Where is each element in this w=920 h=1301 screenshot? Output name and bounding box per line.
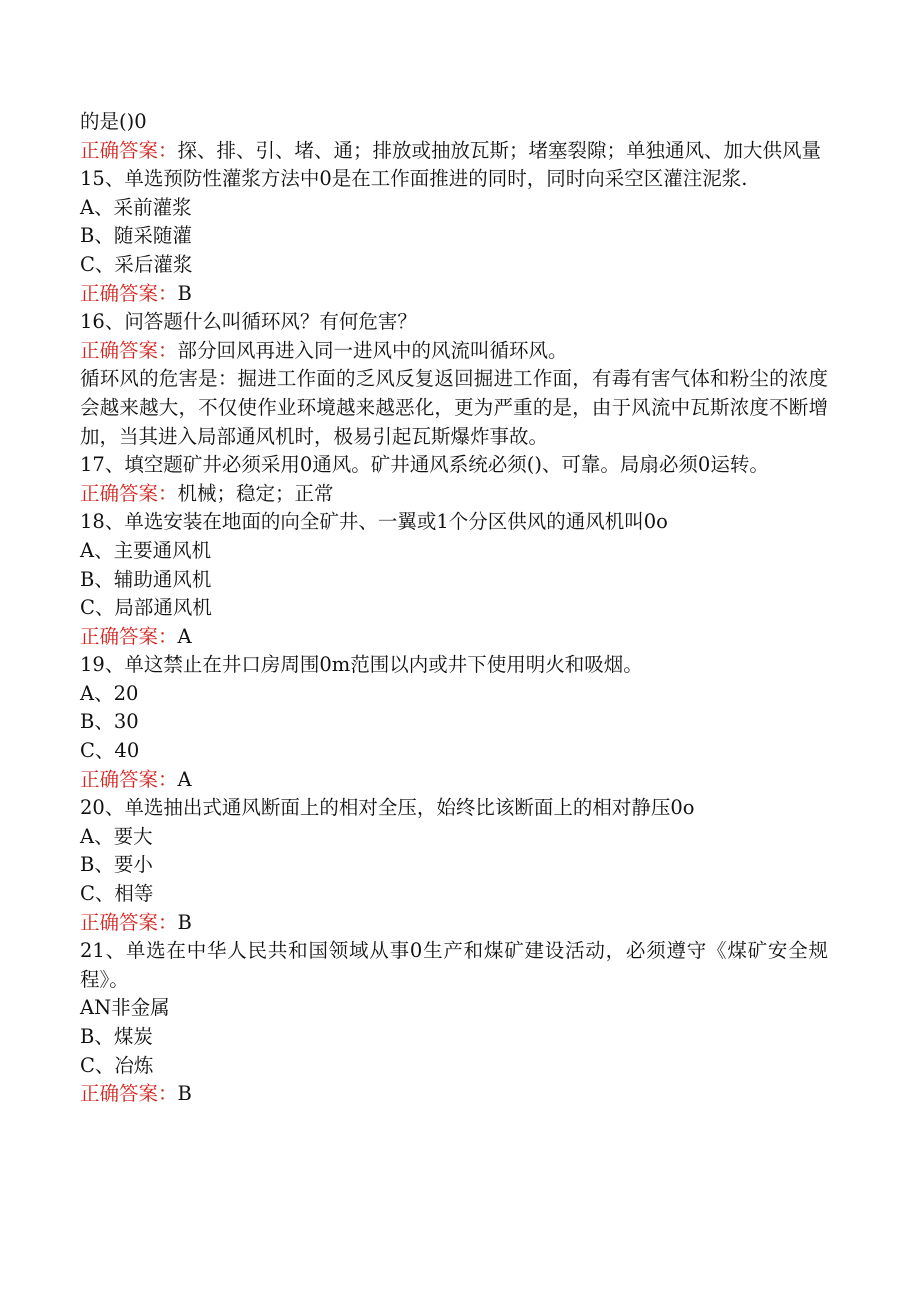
question-line: 18、单选安装在地面的向全矿井、一翼或1个分区供风的通风机叫0o: [80, 510, 668, 534]
answer-line: [80, 280, 828, 309]
answer-label: 正确答案：: [80, 1082, 178, 1106]
option-line: B、要小: [80, 853, 153, 877]
answer-value: B: [177, 910, 192, 934]
answer-value: B: [177, 281, 192, 305]
answer-label: 正确答案：: [80, 138, 178, 162]
document-page: [80, 108, 828, 1109]
text-paragraph: 循环风的危害是：掘进工作面的乏风反复返回掘进工作面，有毒有害气体和粉尘的浓度会越来越大，不仅使作业环境越来越恶化，更为严重的是，由于风流中瓦斯浓度不断增加，当其进入局部通风机时，极易引起瓦斯爆炸事故。: [80, 367, 828, 448]
option-line: A、主要通风机: [80, 538, 212, 562]
question-line: 15、单选预防性灌浆方法中0是在工作面推进的同时，同时向采空区灌注泥浆.: [80, 167, 748, 191]
question-line: 21、单选在中华人民共和国领域从事0生产和煤矿建设活动，必须遵守《煤矿安全规程》。: [80, 939, 828, 991]
answer-line: [80, 480, 828, 509]
answer-line: [80, 1080, 828, 1109]
answer-line: [80, 623, 828, 652]
answer-line: [80, 137, 828, 166]
option-line: C、冶炼: [80, 1053, 154, 1077]
answer-line: [80, 909, 828, 938]
option-line: C、相等: [80, 882, 154, 906]
answer-value: 机械；稳定；正常: [177, 481, 334, 505]
answer-line: [80, 766, 828, 795]
answer-label: 正确答案：: [80, 481, 178, 505]
answer-label: 正确答案：: [80, 624, 178, 648]
option-line: B、煤炭: [80, 1025, 153, 1048]
answer-value: B: [177, 1082, 192, 1106]
answer-label: 正确答案：: [80, 910, 178, 934]
text-line: 的是()0: [80, 110, 147, 133]
question-line: 17、填空题矿井必须采用0通风。矿井通风系统必须()、可靠。局扇必须0运转。: [80, 453, 769, 477]
question-line: 20、单选抽出式通风断面上的相对全压，始终比该断面上的相对静压0o: [80, 796, 695, 820]
answer-value: A: [177, 624, 192, 648]
option-line: B、辅助通风机: [80, 567, 212, 591]
answer-line: [80, 337, 828, 366]
answer-value: A: [177, 767, 192, 791]
option-line: A、要大: [80, 824, 153, 848]
answer-label: 正确答案：: [80, 767, 178, 791]
answer-value: 部分回风再进入同一进风中的风流叫循环风。: [177, 338, 568, 362]
question-line: 19、单这禁止在井口房周围0m范围以内或井下使用明火和吸烟。: [80, 653, 643, 677]
answer-label: 正确答案：: [80, 338, 178, 362]
option-line: A、20: [80, 681, 139, 705]
answer-value: 探、排、引、堵、通；排放或抽放瓦斯；堵塞裂隙；单独通风、加大供风量: [177, 138, 822, 162]
option-line: C、40: [80, 739, 140, 763]
answer-label: 正确答案：: [80, 281, 178, 305]
option-line: B、30: [80, 710, 139, 734]
option-line: C、采后灌浆: [80, 252, 193, 276]
option-line: A、采前灌浆: [80, 195, 192, 219]
option-line: C、局部通风机: [80, 596, 212, 620]
option-line: AN非金属: [80, 996, 170, 1020]
question-line: 16、问答题什么叫循环风？有何危害？: [80, 310, 417, 334]
option-line: B、随采随灌: [80, 224, 192, 248]
